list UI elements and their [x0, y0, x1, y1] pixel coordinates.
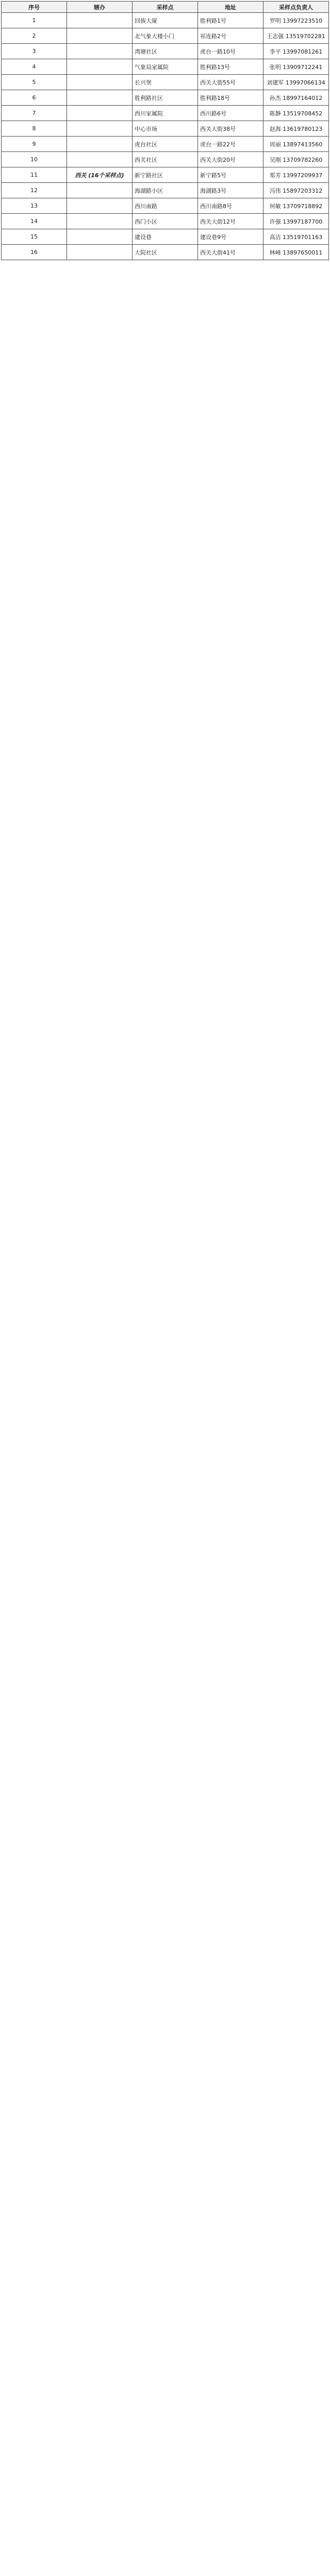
table-row — [2, 28, 329, 44]
row-district — [67, 106, 133, 121]
row-index: 8 — [2, 121, 67, 137]
row-site: 新宁路社区 — [133, 167, 198, 183]
row-site: 中心市场 — [133, 121, 198, 137]
table-row — [2, 75, 329, 90]
row-address: 胜利路13号 — [198, 59, 263, 75]
row-contact: 周丽 13897413560 — [263, 137, 329, 152]
row-index: 3 — [2, 44, 67, 59]
row-district — [67, 121, 133, 137]
row-address: 西关大街38号 — [198, 121, 263, 137]
row-district — [67, 28, 133, 44]
row-district — [67, 137, 133, 152]
table-row — [2, 137, 329, 152]
row-district: 西关 (16个采样点) — [67, 167, 133, 183]
row-site: 西关社区 — [133, 152, 198, 167]
row-site: 气象局家属院 — [133, 59, 198, 75]
row-contact: 冯伟 15897203312 — [263, 183, 329, 198]
row-site: 西川南路 — [133, 198, 198, 214]
row-contact: 何敏 13709718892 — [263, 198, 329, 214]
table-row — [2, 167, 329, 183]
row-index: 12 — [2, 183, 67, 198]
row-district — [67, 59, 133, 75]
row-index: 5 — [2, 75, 67, 90]
table-row — [2, 229, 329, 245]
row-site: 回族大厦 — [133, 13, 198, 28]
row-contact: 林峰 13897650011 — [263, 245, 329, 260]
row-contact: 赵海 13619780123 — [263, 121, 329, 137]
row-site: 长兴堡 — [133, 75, 198, 90]
header-district: 辖办 — [67, 2, 133, 13]
row-index: 7 — [2, 106, 67, 121]
table-row — [2, 106, 329, 121]
row-contact: 孙杰 18997164012 — [263, 90, 329, 106]
row-address: 新宁路5号 — [198, 167, 263, 183]
row-address: 胜利路1号 — [198, 13, 263, 28]
row-index: 11 — [2, 167, 67, 183]
row-site: 西川家属院 — [133, 106, 198, 121]
row-site: 虎台社区 — [133, 137, 198, 152]
row-site: 北气象大楼小门 — [133, 28, 198, 44]
header-site: 采样点 — [133, 2, 198, 13]
row-site: 湾塘社区 — [133, 44, 198, 59]
row-site: 大院社区 — [133, 245, 198, 260]
row-district — [67, 75, 133, 90]
row-address: 建设巷9号 — [198, 229, 263, 245]
row-address: 西关大街41号 — [198, 245, 263, 260]
row-address: 海湖路3号 — [198, 183, 263, 198]
row-district — [67, 245, 133, 260]
row-district — [67, 198, 133, 214]
row-address: 祁连路2号 — [198, 28, 263, 44]
row-site: 建设巷 — [133, 229, 198, 245]
row-district — [67, 44, 133, 59]
row-address: 西关大街55号 — [198, 75, 263, 90]
row-contact: 郑芳 13997209937 — [263, 167, 329, 183]
row-district — [67, 152, 133, 167]
header-address: 地址 — [198, 2, 263, 13]
row-address: 西关大街20号 — [198, 152, 263, 167]
row-contact: 罗明 13997223510 — [263, 13, 329, 28]
table-row — [2, 245, 329, 260]
row-contact: 吴刚 13709782260 — [263, 152, 329, 167]
row-contact: 李平 13997081261 — [263, 44, 329, 59]
row-address: 西川南路8号 — [198, 198, 263, 214]
row-index: 16 — [2, 245, 67, 260]
row-contact: 高洁 13519701163 — [263, 229, 329, 245]
row-address: 虎台一路10号 — [198, 44, 263, 59]
table-row — [2, 214, 329, 229]
row-address: 西关大街12号 — [198, 214, 263, 229]
row-site: 胜利路社区 — [133, 90, 198, 106]
table-row — [2, 183, 329, 198]
row-index: 14 — [2, 214, 67, 229]
row-contact: 张明 13909712241 — [263, 59, 329, 75]
row-contact: 王志强 13519702281 — [263, 28, 329, 44]
table-row — [2, 121, 329, 137]
row-index: 1 — [2, 13, 67, 28]
table-row — [2, 44, 329, 59]
table-row — [2, 59, 329, 75]
sampling-table — [1, 1, 329, 260]
row-site: 西门小区 — [133, 214, 198, 229]
row-index: 10 — [2, 152, 67, 167]
row-contact: 许强 13997187700 — [263, 214, 329, 229]
table-row — [2, 152, 329, 167]
row-site: 海湖路小区 — [133, 183, 198, 198]
row-district — [67, 214, 133, 229]
row-district — [67, 229, 133, 245]
table-row — [2, 198, 329, 214]
row-address: 西川路6号 — [198, 106, 263, 121]
row-address: 虎台一路22号 — [198, 137, 263, 152]
table-row — [2, 13, 329, 28]
row-district — [67, 13, 133, 28]
header-row — [2, 2, 329, 13]
table-body — [2, 13, 329, 260]
row-index: 2 — [2, 28, 67, 44]
row-index: 13 — [2, 198, 67, 214]
row-index: 15 — [2, 229, 67, 245]
table-row — [2, 90, 329, 106]
row-district — [67, 183, 133, 198]
row-index: 6 — [2, 90, 67, 106]
row-index: 4 — [2, 59, 67, 75]
row-contact: 刘建军 13997066134 — [263, 75, 329, 90]
header-contact: 采样点负责人 — [263, 2, 329, 13]
row-district — [67, 90, 133, 106]
row-contact: 陈静 13519708452 — [263, 106, 329, 121]
header-index: 序号 — [2, 2, 67, 13]
row-index: 9 — [2, 137, 67, 152]
row-address: 胜利路18号 — [198, 90, 263, 106]
